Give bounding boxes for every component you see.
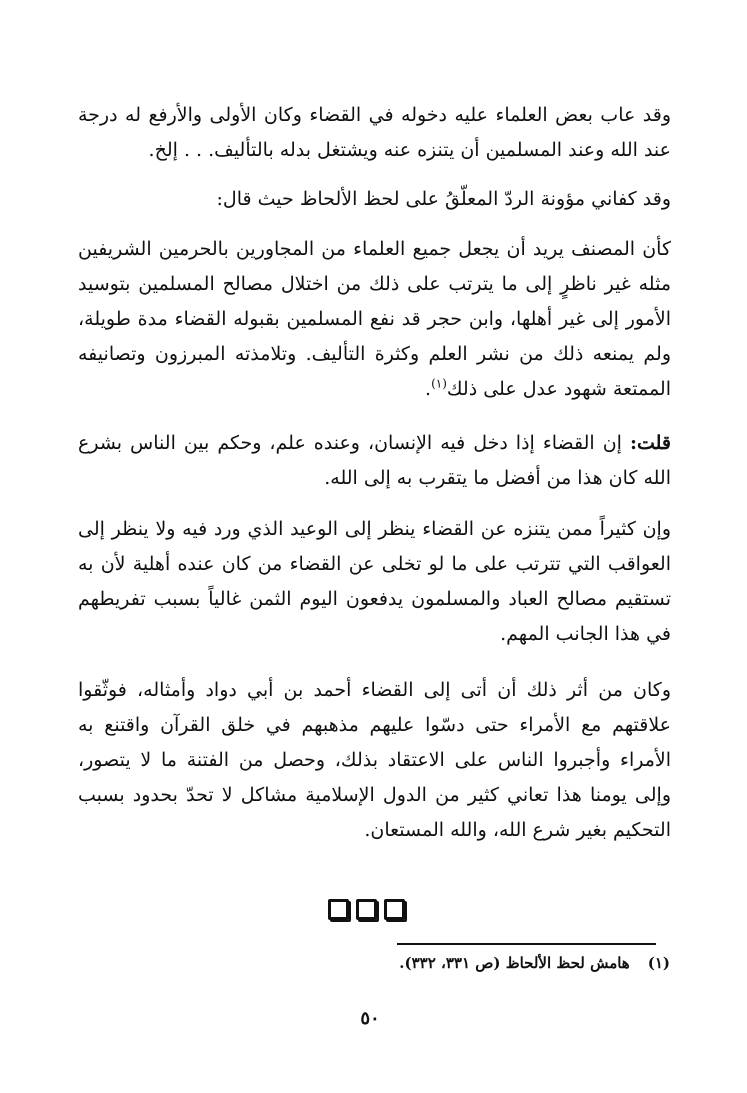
paragraph-1: وقد عاب بعض العلماء عليه دخوله في القضاء وكان الأولى والأرفع له درجة عند الله وعند المسلمين أن يتنزه عنه ويشتغل بدله بالتأليف. . . إلخ. — [78, 104, 671, 161]
quote-end-period: . — [425, 378, 432, 400]
square-ornament-icon — [384, 899, 405, 920]
paragraph-4-lead: قلت: — [629, 432, 671, 454]
footnote-ref-marker: (١) — [431, 376, 447, 391]
footnote-number: (١) — [647, 954, 670, 972]
paragraph-3-quote — [78, 232, 671, 407]
footnote-separator — [397, 943, 656, 945]
square-ornament-icon — [356, 899, 377, 920]
page-number: ٥٠ — [360, 1008, 380, 1029]
paragraph-5: وإن كثيراً ممن يتنزه عن القضاء ينظر إلى الوعيد الذي ورد فيه ولا ينظر إلى العواقب التي تترتب على ما لو تخلى عن القضاء من كان عنده أهلية لأن به تستقيم مصالح العباد والمسلمون يدفعون اليوم الثمن غالياً بسبب تفريطهم في هذا الجانب المهم. — [78, 518, 671, 645]
footnote — [300, 954, 670, 972]
quote-text: كأن المصنف يريد أن يجعل جميع العلماء من المجاورين بالحرمين الشريفين مثله غير ناظرٍ إلى ما يترتب على ذلك من اختلال مصالح المسلمين بتوسيد الأمور إلى غير أهلها، وابن حجر قد نفع المسلمين بقبوله القضاء مدة طويلة، ولم يمنعه ذلك من نشر العلم وكثرة التأليف. وتلامذته المبرزون وتصانيفه الممتعة شهود عدل على ذلك — [78, 238, 671, 400]
paragraph-4 — [78, 426, 671, 496]
paragraph-6: وكان من أثر ذلك أن أتى إلى القضاء أحمد بن أبي دواد وأمثاله، فوثّقوا علاقتهم مع الأمراء حتى دسّوا عليهم مذهبهم في خلق القرآن واقتنع به الأمراء وأجبروا الناس على الاعتقاد بذلك، وحصل من الفتنة ما لا يتصور، وإلى يومنا هذا تعاني كثير من الدول الإسلامية مشاكل لا تحدّ بحدود بسبب التحكيم بغير شرع الله، والله المستعان. — [78, 679, 671, 841]
square-ornament-icon — [328, 899, 349, 920]
paragraph-4-text: إن القضاء إذا دخل فيه الإنسان، وعنده علم، وحكم بين الناس بشرع الله كان هذا من أفضل ما يتقرب به إلى الله. — [78, 432, 671, 489]
paragraph-2: وقد كفاني مؤونة الردّ المعلّقُ على لحظ الألحاظ حيث قال: — [216, 188, 671, 210]
footnote-text: هامش لحظ الألحاظ (ص ٣٣١، ٣٣٢). — [399, 954, 630, 972]
section-divider-ornament — [328, 899, 405, 920]
